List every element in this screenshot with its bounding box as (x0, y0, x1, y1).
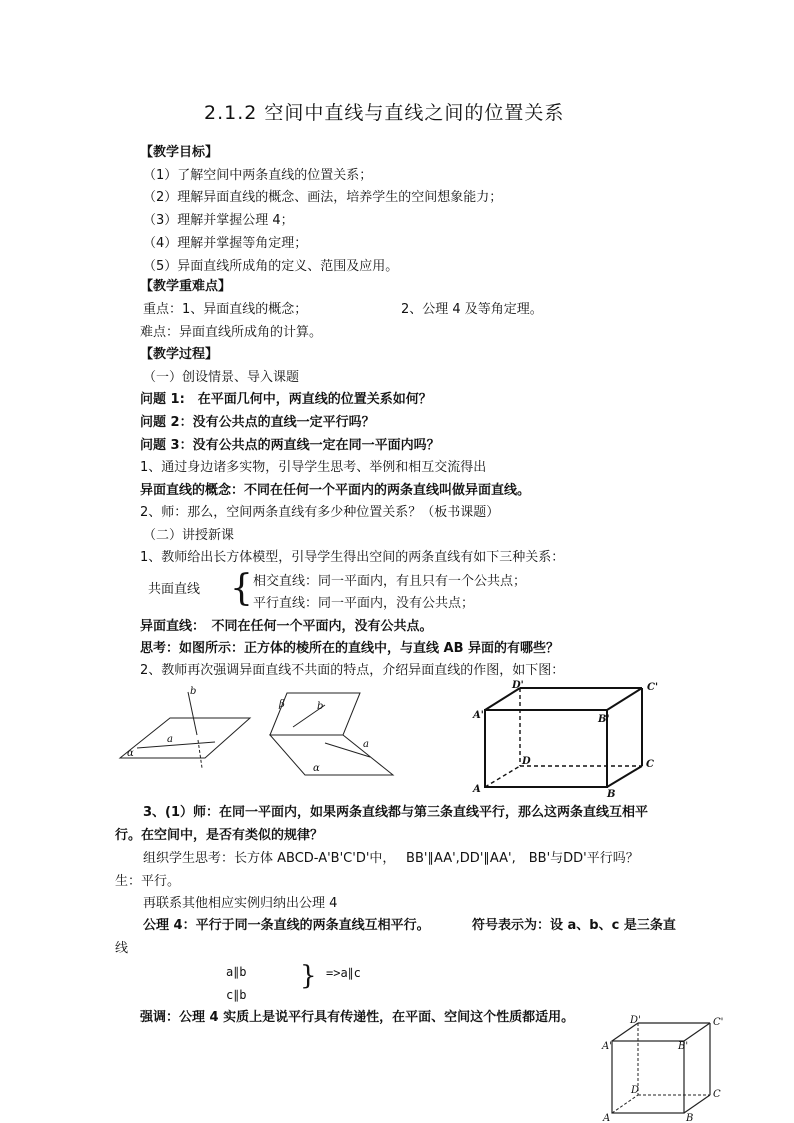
page-title: 2.1.2 空间中直线与直线之间的位置关系 (204, 102, 565, 124)
relate-examples: 再联系其他相应实例归纳出公理 4 (143, 896, 338, 911)
figure-skew-plane (115, 680, 260, 775)
skew-definition: 异面直线的概念：不同在任何一个平面内的两条直线叫做异面直线。 (140, 483, 531, 498)
step-5-line-1: 3、(1）师：在同一平面内，如果两条直线都与第三条直线平行，那么这两条直线互相平 (143, 805, 649, 820)
label-D1: D' (630, 1015, 641, 1026)
key-point-1: 重点：1、异面直线的概念； (143, 302, 308, 317)
plane-alpha (120, 718, 250, 758)
objective-item: （1）了解空间中两条直线的位置关系； (143, 168, 373, 183)
label-a: a (167, 734, 173, 745)
axiom-4-cont: 线 (115, 941, 129, 956)
intersecting-lines: 相交直线：同一平面内，有且只有一个公共点； (253, 574, 527, 589)
label-alpha: α (313, 763, 320, 774)
symbol-a-par-b: a∥b (226, 965, 247, 979)
label-A: A (603, 1113, 611, 1123)
emphasis: 强调：公理 4 实质上是说平行具有传递性，在平面、空间这个性质都适用。 (140, 1010, 575, 1025)
step-2: 2、师：那么，空间两条直线有多少种位置关系？（板书课题） (140, 505, 500, 520)
objective-item: （2）理解异面直线的概念、画法，培养学生的空间想象能力； (143, 190, 503, 205)
figure-cuboid (470, 680, 670, 798)
plane-alpha (270, 735, 393, 775)
label-D1: D' (512, 680, 524, 691)
coplanar-label: 共面直线 (148, 582, 201, 597)
symbol-c-par-b: c∥b (226, 988, 247, 1002)
label-D: D (522, 756, 531, 767)
step-3: 1、教师给出长方体模型，引导学生得出空间的两条直线有如下三种关系： (140, 550, 565, 565)
label-A: A (473, 784, 481, 795)
question-3: 问题 3：没有公共点的两直线一定在同一平面内吗？ (140, 438, 440, 453)
organize-thinking: 组织学生思考：长方体 ABCD-A'B'C'D'中， BB'∥AA',DD'∥AA', BB'与DD'平行吗？ (143, 851, 639, 866)
objective-item: （5）异面直线所成角的定义、范围及应用。 (143, 259, 399, 274)
label-D: D (631, 1085, 640, 1096)
keypoints-heading: 【教学重难点】 (140, 279, 232, 294)
step-4: 2、教师再次强调异面直线不共面的特点，介绍异面直线的作图，如下图： (140, 663, 565, 678)
objectives-heading: 【教学目标】 (140, 145, 219, 160)
axiom-4: 公理 4：平行于同一条直线的两条直线互相平行。 (143, 918, 430, 933)
figure-two-planes (265, 685, 400, 780)
step-1: 1、通过身边诸多实物，引导学生思考、举例和相互交流得出 (140, 460, 487, 475)
label-C1: C' (713, 1017, 724, 1028)
process-heading: 【教学过程】 (140, 347, 219, 362)
skew-lines: 异面直线： 不同在任何一个平面内，没有公共点。 (140, 619, 433, 634)
brace: { (230, 568, 253, 609)
parallel-lines: 平行直线：同一平面内，没有公共点； (253, 596, 475, 611)
label-a: a (363, 739, 369, 750)
label-C: C (713, 1089, 721, 1100)
label-B1: B' (678, 1041, 689, 1052)
label-A1: A' (473, 710, 484, 721)
question-1: 问题 1: 在平面几何中，两直线的位置关系如何？ (140, 392, 432, 407)
symbol-result: =>a∥c (326, 966, 361, 980)
line-b (188, 692, 197, 735)
label-alpha: α (127, 748, 134, 759)
label-C1: C' (647, 682, 659, 693)
objective-item: （4）理解并掌握等角定理； (143, 236, 308, 251)
question-2: 问题 2：没有公共点的直线一定平行吗？ (140, 415, 375, 430)
part-one-heading: （一）创设情景、导入课题 (143, 370, 300, 385)
difficulty: 难点：异面直线所成角的计算。 (140, 325, 323, 340)
think-question: 思考：如图所示：正方体的棱所在的直线中，与直线 AB 异面的有哪些？ (140, 641, 560, 656)
label-beta: β (279, 699, 285, 710)
label-C: C (646, 759, 654, 770)
label-B: B (686, 1113, 694, 1123)
label-b: b (190, 686, 197, 697)
figure-cube-small (598, 1015, 733, 1123)
line-a (137, 742, 215, 748)
symbol-brace: } (300, 961, 317, 991)
label-b: b (317, 701, 324, 712)
label-A1: A' (602, 1041, 612, 1052)
step-5-line-2: 行。在空间中，是否有类似的规律？ (115, 828, 324, 843)
label-B: B (607, 789, 616, 798)
key-point-2: 2、公理 4 及等角定理。 (401, 302, 543, 317)
part-two-heading: （二）讲授新课 (143, 528, 235, 543)
student-answer: 生：平行。 (115, 874, 181, 889)
axiom-4-symbol: 符号表示为：设 a、b、c 是三条直 (472, 918, 676, 933)
objective-item: （3）理解并掌握公理 4； (143, 213, 294, 228)
label-B1: B' (598, 714, 610, 725)
